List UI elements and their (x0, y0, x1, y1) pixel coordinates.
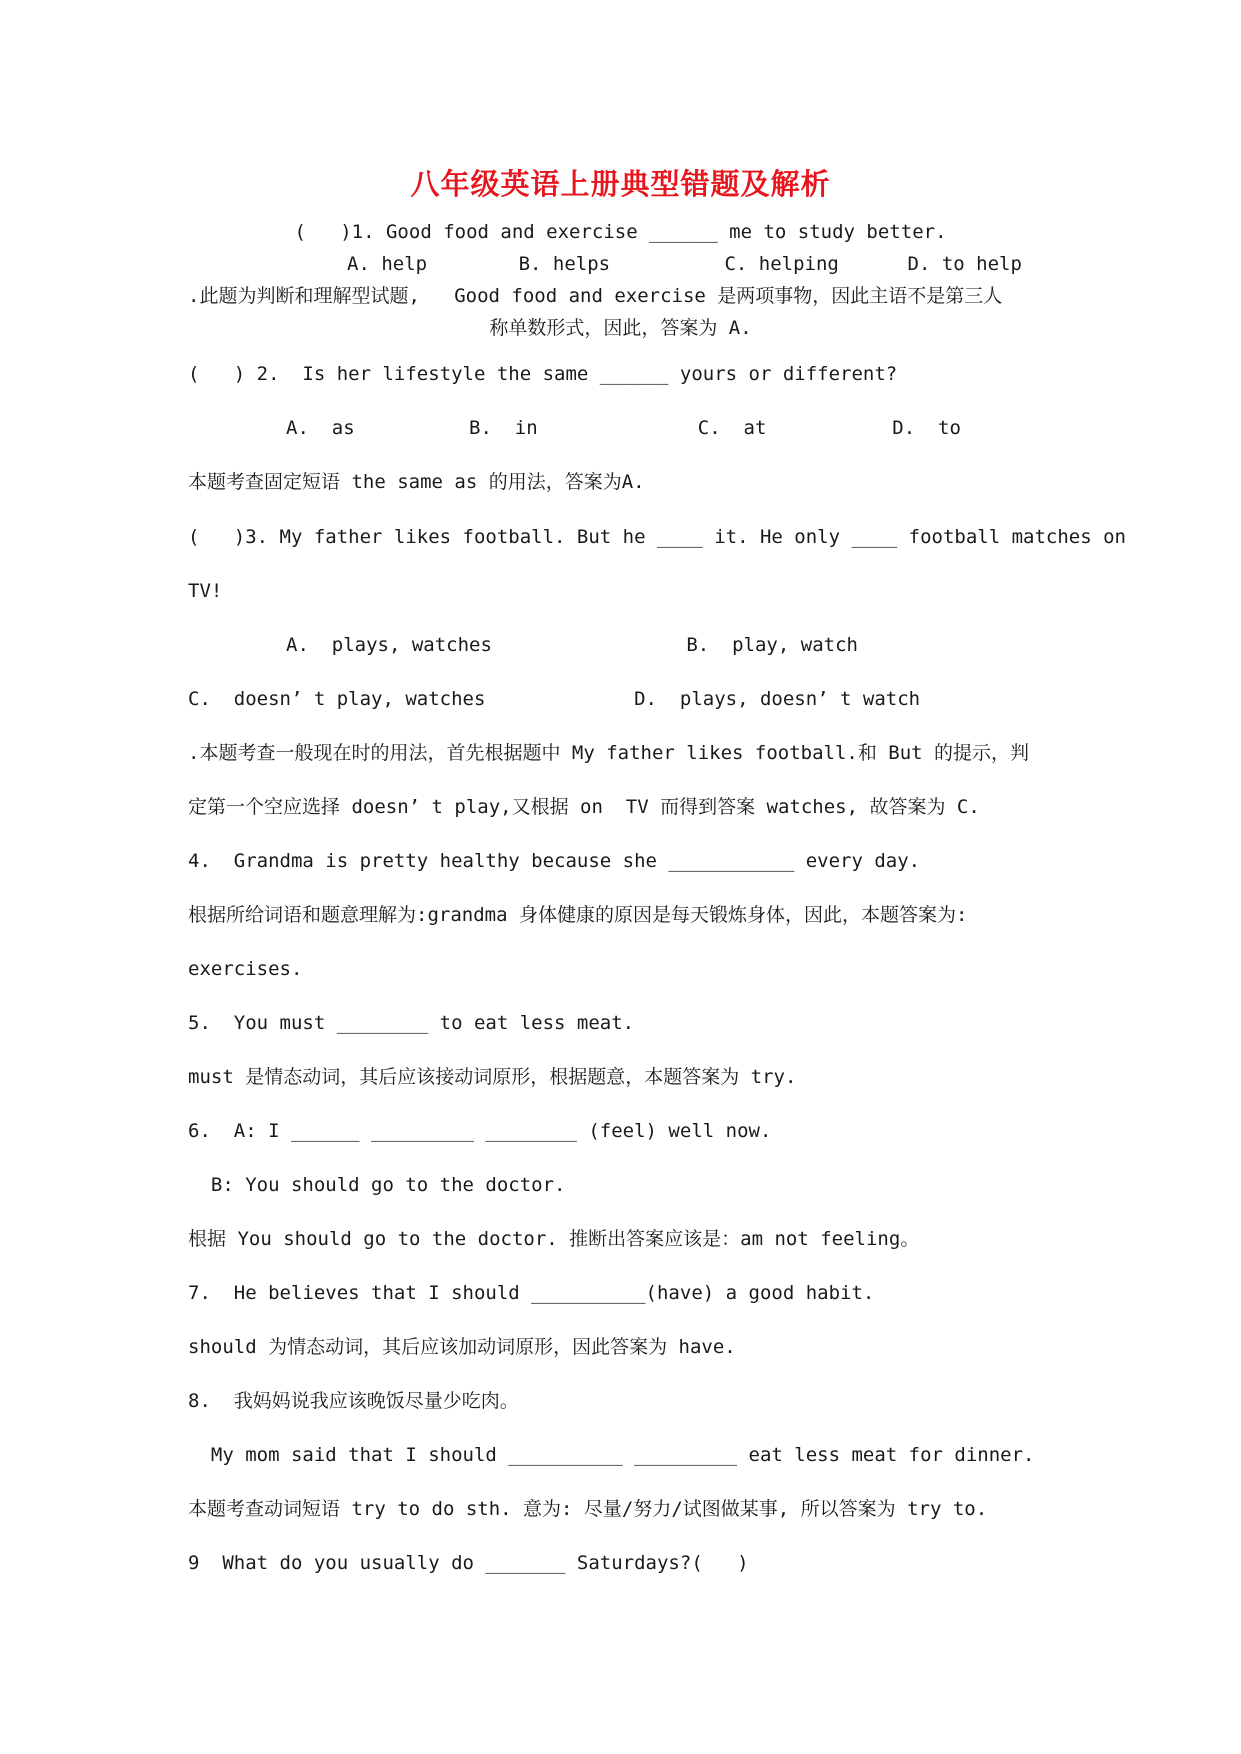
q4-stem: 4. Grandma is pretty healthy because she ___________ every day. (188, 850, 921, 872)
q2-explanation: 本题考查固定短语 the same as 的用法，答案为A. (188, 471, 645, 493)
q3-options-cont: C. doesn’ t play, watches D. plays, doesn’ t watch (188, 688, 921, 710)
q3-explanation: .本题考查一般现在时的用法，首先根据题中 My father likes football.和 But 的提示，判 (188, 742, 1030, 764)
q6-explanation: 根据 You should go to the doctor. 推断出答案应该是：am not feeling。 (188, 1228, 920, 1250)
q7-stem: 7. He believes that I should __________(have) a good habit. (188, 1282, 875, 1304)
q6-stem: 6. A: I ______ _________ ________ (feel) well now. (188, 1120, 772, 1142)
q4-explanation-cont: exercises. (188, 958, 303, 980)
q4-explanation: 根据所给词语和题意理解为:grandma 身体健康的原因是每天锻炼身体，因此，本题答案为: (188, 904, 968, 926)
q9-stem: 9 What do you usually do _______ Saturdays?( ) (188, 1552, 749, 1574)
q1-explanation-cont: 称单数形式，因此，答案为 A. (489, 317, 752, 339)
q8-stem: 8. 我妈妈说我应该晚饭尽量少吃肉。 (188, 1390, 519, 1412)
q1-explanation: .此题为判断和理解型试题, Good food and exercise 是两项事物，因此主语不是第三人 (188, 285, 1003, 307)
q6-stem-cont: B: You should go to the doctor. (188, 1174, 566, 1196)
q5-stem: 5. You must ________ to eat less meat. (188, 1012, 635, 1034)
q8-explanation: 本题考查动词短语 try to do sth. 意为: 尽量/努力/试图做某事, 所以答案为 try to. (188, 1498, 988, 1520)
q3-explanation-cont: 定第一个空应选择 doesn’ t play,又根据 on TV 而得到答案 watches, 故答案为 C. (188, 796, 980, 818)
q5-explanation: must 是情态动词，其后应该接动词原形，根据题意，本题答案为 try. (188, 1066, 797, 1088)
q2-options: A. as B. in C. at D. to (286, 417, 961, 439)
q3-options: A. plays, watches B. play, watch (286, 634, 858, 656)
q3-stem: ( )3. My father likes football. But he ____ it. He only ____ football matches on (188, 526, 1126, 548)
document-title: 八年级英语上册典型错题及解析 (410, 167, 831, 201)
q3-stem-cont: TV! (188, 580, 223, 602)
q1-options: A. help B. helps C. helping D. to help (347, 253, 1022, 275)
q8-stem-cont: My mom said that I should __________ _________ eat less meat for dinner. (188, 1444, 1035, 1466)
q7-explanation: should 为情态动词，其后应该加动词原形，因此答案为 have. (188, 1336, 736, 1358)
q1-stem: ( )1. Good food and exercise ______ me to study better. (294, 221, 947, 243)
q2-stem: ( ) 2. Is her lifestyle the same ______ yours or different? (188, 363, 898, 385)
